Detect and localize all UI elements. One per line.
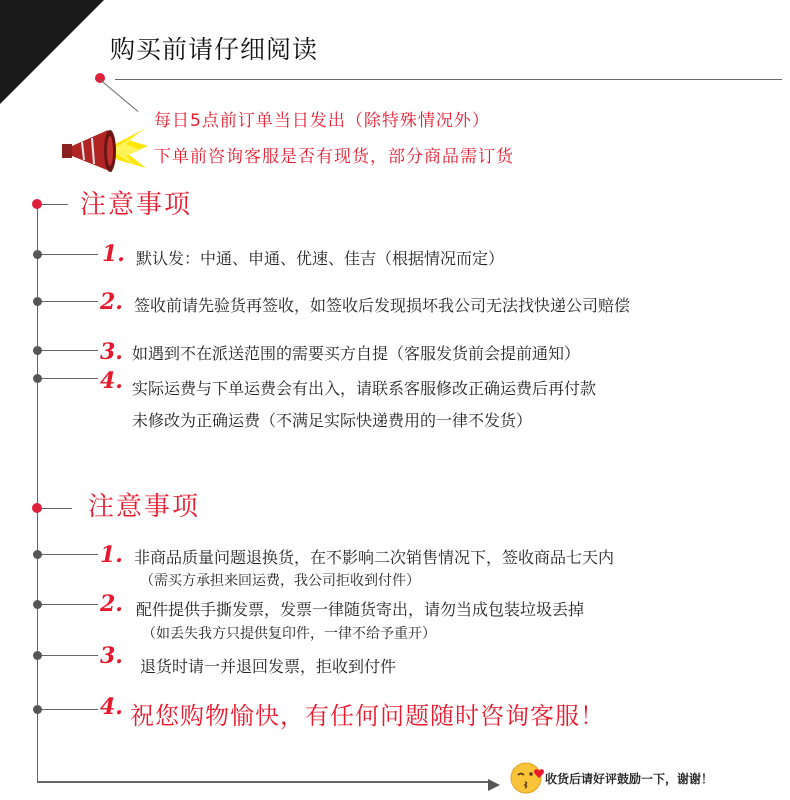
s2-item4-dot: [33, 705, 42, 714]
s1-item4-connector: [42, 378, 98, 379]
s1-item4-text: 实际运费与下单运费会有出入，请联系客服修改正确运费后再付款: [132, 379, 597, 398]
megaphone-icon: [58, 120, 148, 184]
s1-item2-dot: [33, 297, 42, 306]
header-diagonal: [99, 79, 138, 112]
s1-item3-number: 3.: [100, 339, 123, 365]
s1-item4-text-2: 未修改为正确运费（不满足实际快递费用的一律不发货）: [132, 411, 533, 430]
s1-item1-number: 1.: [102, 241, 125, 267]
s2-item1-sub: （需买方承担来回运费，我公司拒收到付件）: [140, 573, 420, 589]
s2-item1-number: 1.: [100, 542, 123, 568]
bottom-line: [37, 781, 492, 783]
s2-item2-connector: [42, 604, 98, 605]
s2-item3-number: 3.: [100, 643, 123, 669]
timeline-line: [37, 200, 38, 783]
notice-ship-time: 每日5点前订单当日发出（除特殊情况外）: [154, 111, 490, 131]
section1-dot: [32, 199, 42, 209]
s2-item3-connector: [42, 655, 98, 656]
header-underline: [115, 79, 782, 80]
page-title: 购买前请仔细阅读: [110, 35, 319, 64]
s2-item4-text: 祝您购物愉快，有任何问题随时咨询客服！: [130, 702, 605, 730]
section1-title: 注意事项: [80, 190, 193, 220]
s1-item1-text: 默认发：中通、申通、优速、佳吉（根据情况而定）: [136, 249, 505, 268]
s2-item3-text: 退货时请一并退回发票，拒收到付件: [140, 657, 397, 676]
s1-item3-dot: [33, 346, 42, 355]
section2-title: 注意事项: [88, 492, 201, 522]
s1-item4-number: 4.: [100, 368, 123, 394]
s1-item1-dot: [33, 250, 42, 259]
s1-item2-number: 2.: [100, 289, 123, 315]
s2-item2-number: 2.: [100, 591, 123, 617]
s1-item3-connector: [42, 350, 98, 351]
s1-item1-connector: [42, 254, 98, 255]
section2-connector: [42, 508, 72, 509]
s2-item2-text: 配件提供手撕发票，发票一律随货寄出，请勿当成包装垃圾丢掉: [136, 600, 585, 619]
s2-item2-sub: （如丢失我方只提供复印件，一律不给予重开）: [142, 626, 436, 642]
s1-item3-text: 如遇到不在派送范围的需要买方自提（客服发货前会提前通知）: [132, 344, 581, 363]
section1-connector: [42, 204, 68, 205]
footer-thanks-text: 收货后请好评鼓励一下，谢谢！: [545, 772, 714, 786]
notice-stock: 下单前咨询客服是否有现货，部分商品需订货: [154, 147, 514, 167]
s2-item2-dot: [33, 600, 42, 609]
s2-item4-connector: [42, 709, 98, 710]
s1-item2-connector: [42, 301, 98, 302]
kiss-emoji-icon: [510, 761, 546, 799]
s1-item4-dot: [33, 374, 42, 383]
s2-item3-dot: [33, 651, 42, 660]
s2-item1-dot: [33, 550, 42, 559]
s2-item1-connector: [42, 554, 98, 555]
corner-decoration: [0, 0, 104, 104]
section2-dot: [32, 503, 42, 513]
s2-item1-text: 非商品质量问题退换货，在不影响二次销售情况下，签收商品七天内: [134, 548, 615, 567]
arrow-right-icon: [488, 776, 500, 795]
s2-item4-number: 4.: [100, 694, 123, 720]
s1-item2-text: 签收前请先验货再签收，如签收后发现损坏我公司无法找快递公司赔偿: [134, 296, 631, 315]
